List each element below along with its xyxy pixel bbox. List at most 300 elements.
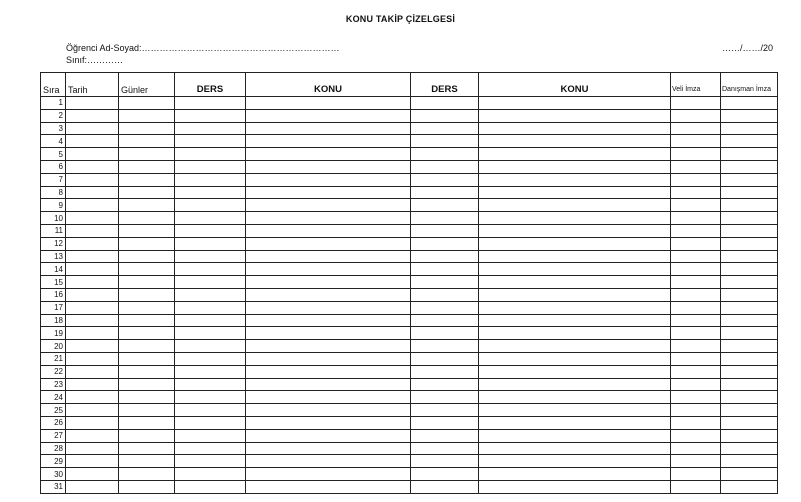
student-name-label: Öğrenci Ad-Soyad:………………………………………………………… — [66, 43, 340, 53]
topic-cell-2[interactable] — [479, 314, 671, 327]
table-row — [41, 224, 778, 237]
subject-cell-1[interactable] — [175, 314, 246, 327]
subject-cell-2[interactable] — [411, 352, 479, 365]
subject-cell-2[interactable] — [411, 301, 479, 314]
col-header-subject-1: DERS — [175, 73, 246, 97]
date-cell[interactable] — [66, 340, 119, 353]
parent-signature-cell[interactable] — [671, 404, 721, 417]
advisor-signature-cell[interactable] — [721, 404, 778, 417]
parent-signature-cell[interactable] — [671, 455, 721, 468]
subject-cell-2[interactable] — [411, 416, 479, 429]
subject-cell-1[interactable] — [175, 365, 246, 378]
table-row — [41, 263, 778, 276]
parent-signature-cell[interactable] — [671, 480, 721, 493]
parent-signature-cell[interactable] — [671, 109, 721, 122]
date-cell[interactable] — [66, 378, 119, 391]
subject-cell-1[interactable] — [175, 160, 246, 173]
topic-cell-2[interactable] — [479, 301, 671, 314]
parent-signature-cell[interactable] — [671, 442, 721, 455]
row-number: 31 — [41, 480, 66, 493]
days-cell[interactable] — [119, 314, 175, 327]
table-row — [41, 352, 778, 365]
table-row — [41, 327, 778, 340]
topic-cell-1[interactable] — [246, 391, 411, 404]
table-row — [41, 160, 778, 173]
col-header-topic-2: KONU — [479, 73, 671, 97]
topic-cell-2[interactable] — [479, 212, 671, 225]
subject-cell-1[interactable] — [175, 480, 246, 493]
topic-tracking-table — [40, 72, 778, 494]
col-header-topic-1: KONU — [246, 73, 411, 97]
subject-cell-2[interactable] — [411, 250, 479, 263]
row-number: 10 — [41, 212, 66, 225]
parent-signature-cell[interactable] — [671, 135, 721, 148]
subject-cell-1[interactable] — [175, 97, 246, 110]
date-cell[interactable] — [66, 442, 119, 455]
advisor-signature-cell[interactable] — [721, 378, 778, 391]
topic-cell-2[interactable] — [479, 122, 671, 135]
row-number: 17 — [41, 301, 66, 314]
topic-cell-2[interactable] — [479, 250, 671, 263]
parent-signature-cell[interactable] — [671, 378, 721, 391]
days-cell[interactable] — [119, 97, 175, 110]
days-cell[interactable] — [119, 442, 175, 455]
advisor-signature-cell[interactable] — [721, 212, 778, 225]
row-number: 26 — [41, 416, 66, 429]
topic-cell-2[interactable] — [479, 352, 671, 365]
subject-cell-2[interactable] — [411, 97, 479, 110]
subject-cell-1[interactable] — [175, 391, 246, 404]
table-row — [41, 237, 778, 250]
topic-cell-1[interactable] — [246, 442, 411, 455]
row-number: 18 — [41, 314, 66, 327]
subject-cell-2[interactable] — [411, 173, 479, 186]
advisor-signature-cell[interactable] — [721, 442, 778, 455]
days-cell[interactable] — [119, 186, 175, 199]
advisor-signature-cell[interactable] — [721, 276, 778, 289]
parent-signature-cell[interactable] — [671, 391, 721, 404]
topic-cell-1[interactable] — [246, 365, 411, 378]
days-cell[interactable] — [119, 480, 175, 493]
subject-cell-1[interactable] — [175, 148, 246, 161]
subject-cell-2[interactable] — [411, 263, 479, 276]
advisor-signature-cell[interactable] — [721, 301, 778, 314]
topic-cell-2[interactable] — [479, 173, 671, 186]
date-cell[interactable] — [66, 404, 119, 417]
parent-signature-cell[interactable] — [671, 301, 721, 314]
subject-cell-1[interactable] — [175, 455, 246, 468]
date-cell[interactable] — [66, 250, 119, 263]
subject-cell-2[interactable] — [411, 160, 479, 173]
topic-cell-1[interactable] — [246, 468, 411, 481]
advisor-signature-cell[interactable] — [721, 199, 778, 212]
subject-cell-2[interactable] — [411, 224, 479, 237]
subject-cell-2[interactable] — [411, 340, 479, 353]
col-header-date: Tarih — [66, 73, 119, 97]
date-cell[interactable] — [66, 327, 119, 340]
advisor-signature-cell[interactable] — [721, 365, 778, 378]
date-cell[interactable] — [66, 109, 119, 122]
days-cell[interactable] — [119, 429, 175, 442]
topic-cell-2[interactable] — [479, 391, 671, 404]
parent-signature-cell[interactable] — [671, 327, 721, 340]
topic-cell-2[interactable] — [479, 224, 671, 237]
date-cell[interactable] — [66, 186, 119, 199]
topic-cell-2[interactable] — [479, 186, 671, 199]
topic-cell-2[interactable] — [479, 429, 671, 442]
date-cell[interactable] — [66, 416, 119, 429]
topic-cell-1[interactable] — [246, 480, 411, 493]
topic-cell-1[interactable] — [246, 276, 411, 289]
subject-cell-1[interactable] — [175, 404, 246, 417]
subject-cell-1[interactable] — [175, 416, 246, 429]
table-row — [41, 186, 778, 199]
advisor-signature-cell[interactable] — [721, 237, 778, 250]
advisor-signature-cell[interactable] — [721, 109, 778, 122]
parent-signature-cell[interactable] — [671, 186, 721, 199]
row-number: 13 — [41, 250, 66, 263]
topic-cell-2[interactable] — [479, 365, 671, 378]
days-cell[interactable] — [119, 391, 175, 404]
class-label: Sınıf:………… — [66, 55, 124, 65]
subject-cell-1[interactable] — [175, 250, 246, 263]
row-number: 12 — [41, 237, 66, 250]
date-cell[interactable] — [66, 314, 119, 327]
advisor-signature-cell[interactable] — [721, 97, 778, 110]
topic-cell-2[interactable] — [479, 404, 671, 417]
row-number: 3 — [41, 122, 66, 135]
days-cell[interactable] — [119, 455, 175, 468]
subject-cell-2[interactable] — [411, 391, 479, 404]
days-cell[interactable] — [119, 212, 175, 225]
topic-cell-2[interactable] — [479, 468, 671, 481]
topic-cell-1[interactable] — [246, 173, 411, 186]
topic-cell-1[interactable] — [246, 378, 411, 391]
parent-signature-cell[interactable] — [671, 250, 721, 263]
topic-cell-2[interactable] — [479, 148, 671, 161]
topic-cell-2[interactable] — [479, 97, 671, 110]
advisor-signature-cell[interactable] — [721, 340, 778, 353]
days-cell[interactable] — [119, 276, 175, 289]
subject-cell-1[interactable] — [175, 173, 246, 186]
topic-cell-2[interactable] — [479, 327, 671, 340]
topic-cell-2[interactable] — [479, 442, 671, 455]
parent-signature-cell[interactable] — [671, 148, 721, 161]
topic-cell-1[interactable] — [246, 109, 411, 122]
date-cell[interactable] — [66, 212, 119, 225]
parent-signature-cell[interactable] — [671, 173, 721, 186]
row-number: 5 — [41, 148, 66, 161]
date-cell[interactable] — [66, 237, 119, 250]
col-header-subject-2: DERS — [411, 73, 479, 97]
date-cell[interactable] — [66, 468, 119, 481]
advisor-signature-cell[interactable] — [721, 352, 778, 365]
subject-cell-1[interactable] — [175, 442, 246, 455]
subject-cell-1[interactable] — [175, 186, 246, 199]
date-cell[interactable] — [66, 173, 119, 186]
row-number: 2 — [41, 109, 66, 122]
topic-cell-1[interactable] — [246, 250, 411, 263]
parent-signature-cell[interactable] — [671, 314, 721, 327]
topic-cell-1[interactable] — [246, 122, 411, 135]
subject-cell-2[interactable] — [411, 455, 479, 468]
topic-cell-1[interactable] — [246, 340, 411, 353]
days-cell[interactable] — [119, 160, 175, 173]
advisor-signature-cell[interactable] — [721, 314, 778, 327]
table-row — [41, 301, 778, 314]
topic-cell-1[interactable] — [246, 314, 411, 327]
advisor-signature-cell[interactable] — [721, 148, 778, 161]
topic-cell-2[interactable] — [479, 109, 671, 122]
subject-cell-1[interactable] — [175, 224, 246, 237]
col-header-order: Sıra — [41, 73, 66, 97]
topic-cell-1[interactable] — [246, 288, 411, 301]
days-cell[interactable] — [119, 288, 175, 301]
advisor-signature-cell[interactable] — [721, 186, 778, 199]
table-header-row — [41, 73, 778, 97]
topic-cell-2[interactable] — [479, 340, 671, 353]
col-header-advisor-signature: Danışman İmza — [721, 73, 778, 97]
days-cell[interactable] — [119, 301, 175, 314]
date-cell[interactable] — [66, 263, 119, 276]
topic-cell-2[interactable] — [479, 288, 671, 301]
row-number: 25 — [41, 404, 66, 417]
topic-cell-2[interactable] — [479, 160, 671, 173]
subject-cell-1[interactable] — [175, 352, 246, 365]
table-row — [41, 199, 778, 212]
days-cell[interactable] — [119, 122, 175, 135]
date-cell[interactable] — [66, 135, 119, 148]
date-cell[interactable] — [66, 160, 119, 173]
subject-cell-2[interactable] — [411, 404, 479, 417]
row-number: 11 — [41, 224, 66, 237]
subject-cell-1[interactable] — [175, 263, 246, 276]
date-cell[interactable] — [66, 365, 119, 378]
subject-cell-2[interactable] — [411, 480, 479, 493]
date-cell[interactable] — [66, 122, 119, 135]
topic-cell-2[interactable] — [479, 263, 671, 276]
days-cell[interactable] — [119, 109, 175, 122]
table-row — [41, 314, 778, 327]
table-row — [41, 480, 778, 493]
date-cell[interactable] — [66, 301, 119, 314]
subject-cell-1[interactable] — [175, 276, 246, 289]
advisor-signature-cell[interactable] — [721, 224, 778, 237]
advisor-signature-cell[interactable] — [721, 468, 778, 481]
parent-signature-cell[interactable] — [671, 340, 721, 353]
col-header-parent-signature: Veli İmza — [671, 73, 721, 97]
subject-cell-1[interactable] — [175, 378, 246, 391]
topic-cell-2[interactable] — [479, 416, 671, 429]
days-cell[interactable] — [119, 224, 175, 237]
topic-cell-1[interactable] — [246, 327, 411, 340]
subject-cell-1[interactable] — [175, 327, 246, 340]
days-cell[interactable] — [119, 404, 175, 417]
row-number: 15 — [41, 276, 66, 289]
table-row — [41, 250, 778, 263]
row-number: 9 — [41, 199, 66, 212]
topic-cell-2[interactable] — [479, 135, 671, 148]
subject-cell-1[interactable] — [175, 340, 246, 353]
advisor-signature-cell[interactable] — [721, 263, 778, 276]
days-cell[interactable] — [119, 340, 175, 353]
date-label: ……/……/20 — [722, 43, 774, 53]
advisor-signature-cell[interactable] — [721, 391, 778, 404]
days-cell[interactable] — [119, 148, 175, 161]
parent-signature-cell[interactable] — [671, 429, 721, 442]
subject-cell-2[interactable] — [411, 212, 479, 225]
subject-cell-1[interactable] — [175, 135, 246, 148]
table-row — [41, 173, 778, 186]
row-number: 21 — [41, 352, 66, 365]
date-cell[interactable] — [66, 199, 119, 212]
subject-cell-2[interactable] — [411, 314, 479, 327]
topic-cell-1[interactable] — [246, 404, 411, 417]
parent-signature-cell[interactable] — [671, 212, 721, 225]
subject-cell-2[interactable] — [411, 122, 479, 135]
topic-cell-1[interactable] — [246, 301, 411, 314]
table-row — [41, 365, 778, 378]
row-number: 6 — [41, 160, 66, 173]
row-number: 7 — [41, 173, 66, 186]
days-cell[interactable] — [119, 199, 175, 212]
subject-cell-2[interactable] — [411, 135, 479, 148]
subject-cell-1[interactable] — [175, 468, 246, 481]
advisor-signature-cell[interactable] — [721, 429, 778, 442]
advisor-signature-cell[interactable] — [721, 135, 778, 148]
subject-cell-2[interactable] — [411, 109, 479, 122]
subject-cell-2[interactable] — [411, 186, 479, 199]
advisor-signature-cell[interactable] — [721, 455, 778, 468]
table-row — [41, 404, 778, 417]
topic-cell-1[interactable] — [246, 160, 411, 173]
date-cell[interactable] — [66, 391, 119, 404]
days-cell[interactable] — [119, 327, 175, 340]
subject-cell-1[interactable] — [175, 288, 246, 301]
subject-cell-1[interactable] — [175, 301, 246, 314]
topic-cell-1[interactable] — [246, 135, 411, 148]
parent-signature-cell[interactable] — [671, 122, 721, 135]
parent-signature-cell[interactable] — [671, 263, 721, 276]
parent-signature-cell[interactable] — [671, 468, 721, 481]
date-cell[interactable] — [66, 224, 119, 237]
date-cell[interactable] — [66, 480, 119, 493]
subject-cell-1[interactable] — [175, 122, 246, 135]
days-cell[interactable] — [119, 378, 175, 391]
advisor-signature-cell[interactable] — [721, 288, 778, 301]
days-cell[interactable] — [119, 173, 175, 186]
advisor-signature-cell[interactable] — [721, 250, 778, 263]
date-cell[interactable] — [66, 455, 119, 468]
topic-cell-1[interactable] — [246, 97, 411, 110]
topic-cell-2[interactable] — [479, 455, 671, 468]
topic-cell-1[interactable] — [246, 455, 411, 468]
subject-cell-1[interactable] — [175, 237, 246, 250]
days-cell[interactable] — [119, 365, 175, 378]
parent-signature-cell[interactable] — [671, 276, 721, 289]
parent-signature-cell[interactable] — [671, 416, 721, 429]
days-cell[interactable] — [119, 250, 175, 263]
days-cell[interactable] — [119, 468, 175, 481]
days-cell[interactable] — [119, 237, 175, 250]
topic-cell-2[interactable] — [479, 276, 671, 289]
topic-cell-1[interactable] — [246, 429, 411, 442]
days-cell[interactable] — [119, 135, 175, 148]
subject-cell-2[interactable] — [411, 365, 479, 378]
date-cell[interactable] — [66, 352, 119, 365]
days-cell[interactable] — [119, 263, 175, 276]
parent-signature-cell[interactable] — [671, 224, 721, 237]
parent-signature-cell[interactable] — [671, 352, 721, 365]
topic-cell-1[interactable] — [246, 416, 411, 429]
subject-cell-2[interactable] — [411, 327, 479, 340]
subject-cell-2[interactable] — [411, 199, 479, 212]
subject-cell-1[interactable] — [175, 109, 246, 122]
topic-cell-1[interactable] — [246, 199, 411, 212]
subject-cell-2[interactable] — [411, 442, 479, 455]
topic-cell-1[interactable] — [246, 237, 411, 250]
subject-cell-1[interactable] — [175, 429, 246, 442]
advisor-signature-cell[interactable] — [721, 480, 778, 493]
topic-cell-1[interactable] — [246, 263, 411, 276]
parent-signature-cell[interactable] — [671, 237, 721, 250]
date-cell[interactable] — [66, 429, 119, 442]
subject-cell-2[interactable] — [411, 288, 479, 301]
advisor-signature-cell[interactable] — [721, 122, 778, 135]
topic-cell-2[interactable] — [479, 237, 671, 250]
date-cell[interactable] — [66, 97, 119, 110]
topic-cell-1[interactable] — [246, 186, 411, 199]
table-row — [41, 429, 778, 442]
parent-signature-cell[interactable] — [671, 365, 721, 378]
table-row — [41, 378, 778, 391]
advisor-signature-cell[interactable] — [721, 173, 778, 186]
topic-cell-1[interactable] — [246, 212, 411, 225]
subject-cell-1[interactable] — [175, 199, 246, 212]
subject-cell-2[interactable] — [411, 378, 479, 391]
topic-cell-1[interactable] — [246, 352, 411, 365]
row-number: 8 — [41, 186, 66, 199]
table-row — [41, 468, 778, 481]
subject-cell-2[interactable] — [411, 148, 479, 161]
row-number: 23 — [41, 378, 66, 391]
subject-cell-2[interactable] — [411, 429, 479, 442]
parent-signature-cell[interactable] — [671, 199, 721, 212]
advisor-signature-cell[interactable] — [721, 416, 778, 429]
subject-cell-2[interactable] — [411, 237, 479, 250]
topic-cell-2[interactable] — [479, 199, 671, 212]
topic-cell-1[interactable] — [246, 148, 411, 161]
days-cell[interactable] — [119, 416, 175, 429]
subject-cell-1[interactable] — [175, 212, 246, 225]
table-row — [41, 97, 778, 110]
topic-cell-2[interactable] — [479, 378, 671, 391]
advisor-signature-cell[interactable] — [721, 160, 778, 173]
advisor-signature-cell[interactable] — [721, 327, 778, 340]
parent-signature-cell[interactable] — [671, 97, 721, 110]
date-cell[interactable] — [66, 148, 119, 161]
topic-cell-1[interactable] — [246, 224, 411, 237]
days-cell[interactable] — [119, 352, 175, 365]
row-number: 24 — [41, 391, 66, 404]
date-cell[interactable] — [66, 276, 119, 289]
date-cell[interactable] — [66, 288, 119, 301]
subject-cell-2[interactable] — [411, 468, 479, 481]
topic-cell-2[interactable] — [479, 480, 671, 493]
parent-signature-cell[interactable] — [671, 160, 721, 173]
parent-signature-cell[interactable] — [671, 288, 721, 301]
subject-cell-2[interactable] — [411, 276, 479, 289]
